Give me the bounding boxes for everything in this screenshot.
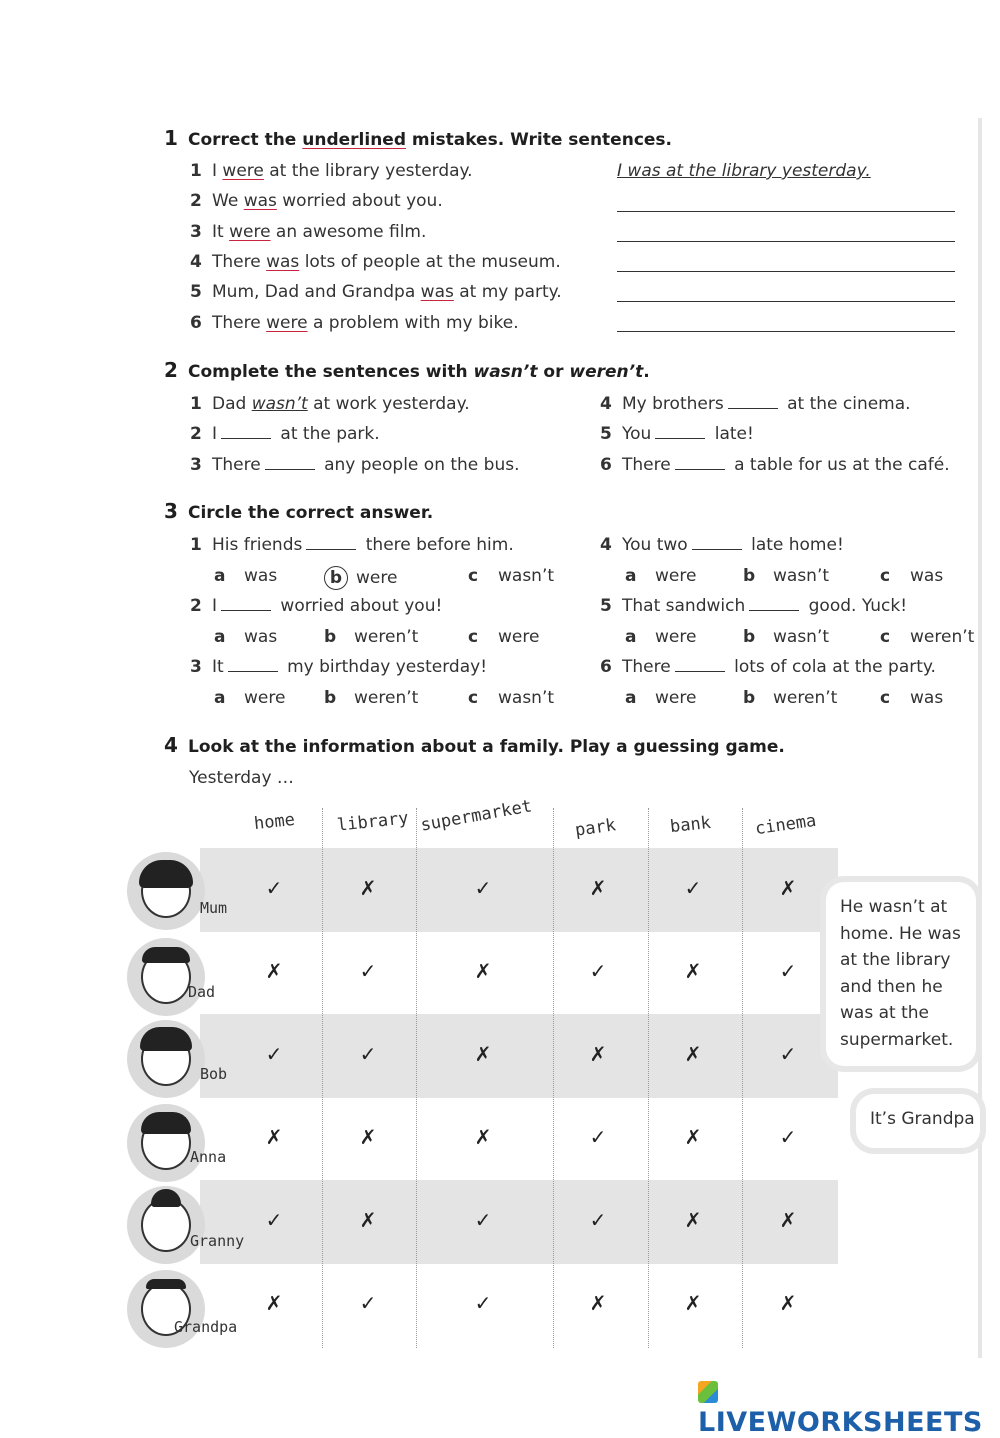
sentence-text: You bbox=[622, 424, 652, 445]
option-letter: b bbox=[324, 627, 337, 647]
speech-bubble-clue bbox=[826, 882, 976, 1066]
liveworksheets-logo: LIVEWORKSHEETS bbox=[698, 1376, 1000, 1438]
circled-answer: b bbox=[324, 566, 348, 590]
answer-line-4[interactable] bbox=[617, 271, 955, 272]
cross-mark-icon: ✗ bbox=[265, 959, 283, 983]
ex2-sentence bbox=[190, 455, 520, 475]
item-number: 5 bbox=[190, 282, 202, 303]
sentence-text: late! bbox=[709, 424, 754, 445]
option-text: wasn’t bbox=[498, 688, 555, 708]
check-mark-icon: ✓ bbox=[265, 1042, 283, 1066]
item-number: 4 bbox=[600, 394, 612, 414]
item-number: 3 bbox=[190, 657, 202, 677]
avatar-hair bbox=[139, 860, 193, 888]
sentence-text: There bbox=[212, 454, 261, 475]
option-text: was bbox=[910, 688, 944, 708]
answer-option-a[interactable] bbox=[214, 688, 285, 708]
item-number: 6 bbox=[600, 657, 612, 677]
speech-bubble-guess: It’s Grandpa bbox=[856, 1094, 980, 1148]
check-mark-icon: ✓ bbox=[265, 1208, 283, 1232]
ex1-sentence bbox=[190, 252, 561, 272]
ex2-sentence bbox=[190, 424, 380, 444]
sentence-text: late home! bbox=[745, 535, 844, 555]
sentence-text: lots of people at the museum. bbox=[299, 251, 561, 272]
answer-option-c[interactable] bbox=[468, 688, 554, 708]
check-mark-icon: ✓ bbox=[359, 1042, 377, 1066]
exercise-3-heading: 3 Circle the correct answer. bbox=[164, 499, 434, 523]
option-letter: b bbox=[743, 566, 756, 586]
ex2-sentence bbox=[600, 455, 950, 475]
answer-blank bbox=[228, 659, 278, 672]
avatar-hair bbox=[141, 1112, 191, 1134]
option-text: were bbox=[655, 688, 697, 708]
answer-option-b[interactable] bbox=[743, 688, 837, 708]
grid-line bbox=[553, 808, 554, 1348]
answer-option-c[interactable] bbox=[468, 566, 554, 586]
cross-mark-icon: ✗ bbox=[779, 1291, 797, 1315]
option-letter: b bbox=[324, 688, 337, 708]
ex3-sentence bbox=[190, 596, 442, 616]
family-member-name: Dad bbox=[188, 983, 216, 1001]
option-letter: a bbox=[625, 566, 637, 586]
grid-line bbox=[648, 808, 649, 1348]
answer-blank[interactable] bbox=[221, 426, 271, 439]
option-text: were bbox=[655, 627, 697, 647]
ex3-sentence bbox=[190, 535, 514, 555]
item-number: 3 bbox=[190, 454, 202, 475]
cross-mark-icon: ✗ bbox=[684, 1125, 702, 1149]
sentence-text: It bbox=[212, 221, 230, 242]
ex3-sentence bbox=[600, 535, 844, 555]
answer-option-a[interactable] bbox=[625, 688, 696, 708]
cross-mark-icon: ✗ bbox=[779, 876, 797, 900]
underlined-mistake: was bbox=[266, 251, 300, 272]
ex3-sentence bbox=[190, 657, 487, 677]
check-mark-icon: ✓ bbox=[779, 1042, 797, 1066]
cross-mark-icon: ✗ bbox=[474, 959, 492, 983]
grid-line bbox=[322, 808, 323, 1348]
exercise-4-heading: 4 Look at the information about a family. Play a guessing game. bbox=[164, 733, 785, 757]
column-header: supermarket bbox=[419, 796, 534, 836]
option-text: were bbox=[655, 566, 697, 586]
sentence-text: There bbox=[622, 657, 671, 677]
column-header: park bbox=[573, 815, 618, 841]
item-number: 4 bbox=[600, 535, 612, 555]
item-number: 1 bbox=[190, 394, 202, 414]
sentence-text: I bbox=[212, 424, 218, 445]
answer-option-a[interactable] bbox=[625, 627, 696, 647]
underlined-mistake: were bbox=[229, 221, 271, 242]
cross-mark-icon: ✗ bbox=[359, 1208, 377, 1232]
item-number: 2 bbox=[190, 191, 202, 212]
answer-option-c[interactable] bbox=[468, 627, 539, 647]
cross-mark-icon: ✗ bbox=[684, 1208, 702, 1232]
check-mark-icon: ✓ bbox=[589, 1125, 607, 1149]
option-letter: c bbox=[468, 566, 479, 586]
sentence-text: worried about you. bbox=[276, 191, 443, 212]
item-number: 5 bbox=[600, 424, 612, 445]
family-member-name: Bob bbox=[200, 1065, 228, 1083]
answer-blank bbox=[692, 537, 742, 550]
check-mark-icon: ✓ bbox=[359, 959, 377, 983]
option-text: was bbox=[910, 566, 944, 586]
sentence-text: I bbox=[212, 596, 218, 616]
answer-line-2[interactable] bbox=[617, 211, 955, 212]
option-text: was bbox=[244, 566, 278, 586]
option-text: were bbox=[498, 627, 540, 647]
item-number: 4 bbox=[190, 251, 202, 272]
answer-blank[interactable] bbox=[655, 426, 705, 439]
ex1-sentence bbox=[190, 222, 426, 242]
sentence-text: His friends bbox=[212, 535, 303, 555]
option-text: wasn’t bbox=[498, 566, 555, 586]
ex3-sentence bbox=[600, 596, 907, 616]
sentence-text: That sandwich bbox=[622, 596, 746, 616]
example-answer: I was at the library yesterday. bbox=[617, 161, 871, 181]
exercise-2-heading: 2 Complete the sentences with wasn’t or weren’t. bbox=[164, 358, 650, 382]
option-letter: c bbox=[468, 688, 479, 708]
option-text: weren’t bbox=[354, 627, 419, 647]
column-header: library bbox=[336, 808, 410, 836]
sentence-text: Dad bbox=[212, 394, 252, 414]
answer-blank bbox=[749, 598, 799, 611]
item-number: 1 bbox=[190, 535, 202, 555]
option-letter: a bbox=[214, 566, 226, 586]
cross-mark-icon: ✗ bbox=[589, 1291, 607, 1315]
sentence-text: Mum, Dad and Grandpa bbox=[212, 282, 421, 303]
option-text: wasn’t bbox=[773, 627, 830, 647]
sentence-text: I bbox=[212, 161, 223, 181]
option-letter: b bbox=[743, 688, 756, 708]
family-member-name: Anna bbox=[190, 1148, 227, 1166]
bubble-line: He wasn’t at bbox=[840, 897, 948, 917]
answer-blank bbox=[306, 537, 356, 550]
page-edge bbox=[978, 118, 982, 1358]
avatar bbox=[127, 1186, 205, 1264]
option-text: wasn’t bbox=[773, 566, 830, 586]
option-text: weren’t bbox=[773, 688, 838, 708]
ex1-sentence bbox=[190, 282, 562, 302]
ex2-sentence bbox=[600, 394, 911, 414]
bubble-line: and then he bbox=[840, 976, 943, 997]
family-member-name: Grandpa bbox=[174, 1318, 238, 1336]
sentence-text: there before him. bbox=[360, 535, 514, 555]
sentence-text: an awesome film. bbox=[270, 221, 427, 242]
cross-mark-icon: ✗ bbox=[684, 1291, 702, 1315]
item-number: 6 bbox=[190, 312, 202, 333]
cross-mark-icon: ✗ bbox=[265, 1291, 283, 1315]
sentence-text: a problem with my bike. bbox=[307, 312, 519, 333]
answer-blank[interactable] bbox=[265, 457, 315, 470]
cross-mark-icon: ✗ bbox=[779, 1208, 797, 1232]
check-mark-icon: ✓ bbox=[474, 1291, 492, 1315]
avatar bbox=[127, 1104, 205, 1182]
answer-line-6[interactable] bbox=[617, 331, 955, 332]
cross-mark-icon: ✗ bbox=[265, 1125, 283, 1149]
answer-option-a[interactable] bbox=[214, 627, 277, 647]
option-letter: a bbox=[214, 627, 226, 647]
option-text: was bbox=[244, 627, 278, 647]
sentence-text: We bbox=[212, 191, 244, 212]
option-letter: a bbox=[214, 688, 226, 708]
answer-option-b[interactable] bbox=[743, 627, 829, 647]
grid-line bbox=[416, 808, 417, 1348]
family-member-name: Granny bbox=[190, 1232, 245, 1250]
option-text: were bbox=[244, 688, 286, 708]
item-number: 1 bbox=[190, 161, 202, 181]
ex2-sentence bbox=[190, 394, 470, 414]
sentence-text: worried about you! bbox=[275, 596, 443, 616]
answer-option-a[interactable] bbox=[214, 566, 277, 586]
sentence-text: There bbox=[622, 454, 671, 475]
yesterday-label: Yesterday … bbox=[189, 768, 294, 788]
column-header: bank bbox=[669, 812, 712, 838]
grid-line bbox=[742, 808, 743, 1348]
answer-blank[interactable] bbox=[728, 396, 778, 409]
avatar bbox=[127, 1270, 205, 1348]
answer-option-c[interactable] bbox=[880, 688, 943, 708]
sentence-text: There bbox=[212, 251, 267, 272]
avatar bbox=[127, 1020, 205, 1098]
item-number: 2 bbox=[190, 596, 202, 616]
check-mark-icon: ✓ bbox=[265, 876, 283, 900]
avatar-hair bbox=[142, 947, 190, 963]
answer-blank bbox=[221, 598, 271, 611]
cross-mark-icon: ✗ bbox=[684, 959, 702, 983]
avatar bbox=[127, 938, 205, 1016]
answer-option-c[interactable] bbox=[880, 627, 974, 647]
cross-mark-icon: ✗ bbox=[474, 1042, 492, 1066]
item-number: 6 bbox=[600, 454, 612, 475]
answer-blank[interactable] bbox=[675, 457, 725, 470]
option-letter: c bbox=[880, 566, 891, 586]
bubble-line: home. He was bbox=[840, 923, 961, 944]
underlined-mistake: was bbox=[243, 191, 277, 212]
item-number: 5 bbox=[600, 596, 612, 616]
answer-option-b[interactable] bbox=[324, 627, 418, 647]
column-header: home bbox=[253, 809, 296, 835]
cross-mark-icon: ✗ bbox=[474, 1125, 492, 1149]
option-letter: b bbox=[743, 627, 756, 647]
option-text: weren’t bbox=[910, 627, 975, 647]
sentence-text: You two bbox=[622, 535, 688, 555]
avatar bbox=[127, 852, 205, 930]
example-answer: wasn’t bbox=[251, 394, 308, 414]
check-mark-icon: ✓ bbox=[474, 1208, 492, 1232]
sentence-text: at my party. bbox=[453, 282, 562, 303]
avatar-hair bbox=[146, 1279, 186, 1289]
item-number: 2 bbox=[190, 424, 202, 445]
option-text: were bbox=[356, 568, 398, 588]
avatar-hair bbox=[140, 1027, 192, 1051]
sentence-text: at the library yesterday. bbox=[263, 161, 473, 181]
sentence-text: my birthday yesterday! bbox=[281, 657, 488, 677]
ex1-sentence bbox=[190, 161, 473, 181]
option-letter: c bbox=[880, 688, 891, 708]
option-text: weren’t bbox=[354, 688, 419, 708]
sentence-text: good. Yuck! bbox=[803, 596, 908, 616]
ex3-sentence bbox=[600, 657, 936, 677]
ex1-sentence bbox=[190, 191, 443, 211]
check-mark-icon: ✓ bbox=[589, 1208, 607, 1232]
cross-mark-icon: ✗ bbox=[359, 876, 377, 900]
underlined-mistake: were bbox=[266, 312, 308, 333]
avatar-hair bbox=[151, 1189, 181, 1207]
sentence-text: It bbox=[212, 657, 224, 677]
sentence-text: My brothers bbox=[622, 394, 724, 414]
exercise-1-heading: 1 Correct the underlined mistakes. Write sentences. bbox=[164, 126, 672, 150]
answer-line-5[interactable] bbox=[617, 301, 955, 302]
sentence-text: at work yesterday. bbox=[307, 394, 470, 414]
column-header: cinema bbox=[753, 810, 818, 840]
answer-option-b[interactable] bbox=[324, 566, 397, 590]
cross-mark-icon: ✗ bbox=[684, 1042, 702, 1066]
sentence-text: any people on the bus. bbox=[318, 454, 520, 475]
underlined-mistake: were bbox=[222, 161, 264, 181]
answer-option-c[interactable] bbox=[880, 566, 943, 586]
sentence-text: at the park. bbox=[275, 424, 380, 445]
item-number: 3 bbox=[190, 221, 202, 242]
answer-blank bbox=[675, 659, 725, 672]
ex1-sentence bbox=[190, 313, 519, 333]
sentence-text: at the cinema. bbox=[781, 394, 911, 414]
check-mark-icon: ✓ bbox=[779, 959, 797, 983]
option-letter: a bbox=[625, 627, 637, 647]
check-mark-icon: ✓ bbox=[589, 959, 607, 983]
option-letter: c bbox=[880, 627, 891, 647]
answer-option-a[interactable] bbox=[625, 566, 696, 586]
option-letter: c bbox=[468, 627, 479, 647]
bubble-line: was at the bbox=[840, 1003, 929, 1023]
answer-option-b[interactable] bbox=[324, 688, 418, 708]
sentence-text: There bbox=[212, 312, 267, 333]
logo-mark-icon bbox=[698, 1381, 718, 1403]
cross-mark-icon: ✗ bbox=[589, 1042, 607, 1066]
check-mark-icon: ✓ bbox=[779, 1125, 797, 1149]
option-letter: a bbox=[625, 688, 637, 708]
ex2-sentence bbox=[600, 424, 754, 444]
answer-line-3[interactable] bbox=[617, 241, 955, 242]
bubble-line: supermarket. bbox=[840, 1029, 954, 1050]
family-member-name: Mum bbox=[200, 899, 228, 917]
underlined-mistake: was bbox=[420, 282, 454, 303]
cross-mark-icon: ✗ bbox=[589, 876, 607, 900]
answer-option-b[interactable] bbox=[743, 566, 829, 586]
sentence-text: a table for us at the café. bbox=[728, 454, 950, 475]
sentence-text: lots of cola at the party. bbox=[728, 657, 936, 677]
check-mark-icon: ✓ bbox=[474, 876, 492, 900]
check-mark-icon: ✓ bbox=[684, 876, 702, 900]
cross-mark-icon: ✗ bbox=[359, 1125, 377, 1149]
check-mark-icon: ✓ bbox=[359, 1291, 377, 1315]
bubble-line: at the library bbox=[840, 950, 951, 970]
